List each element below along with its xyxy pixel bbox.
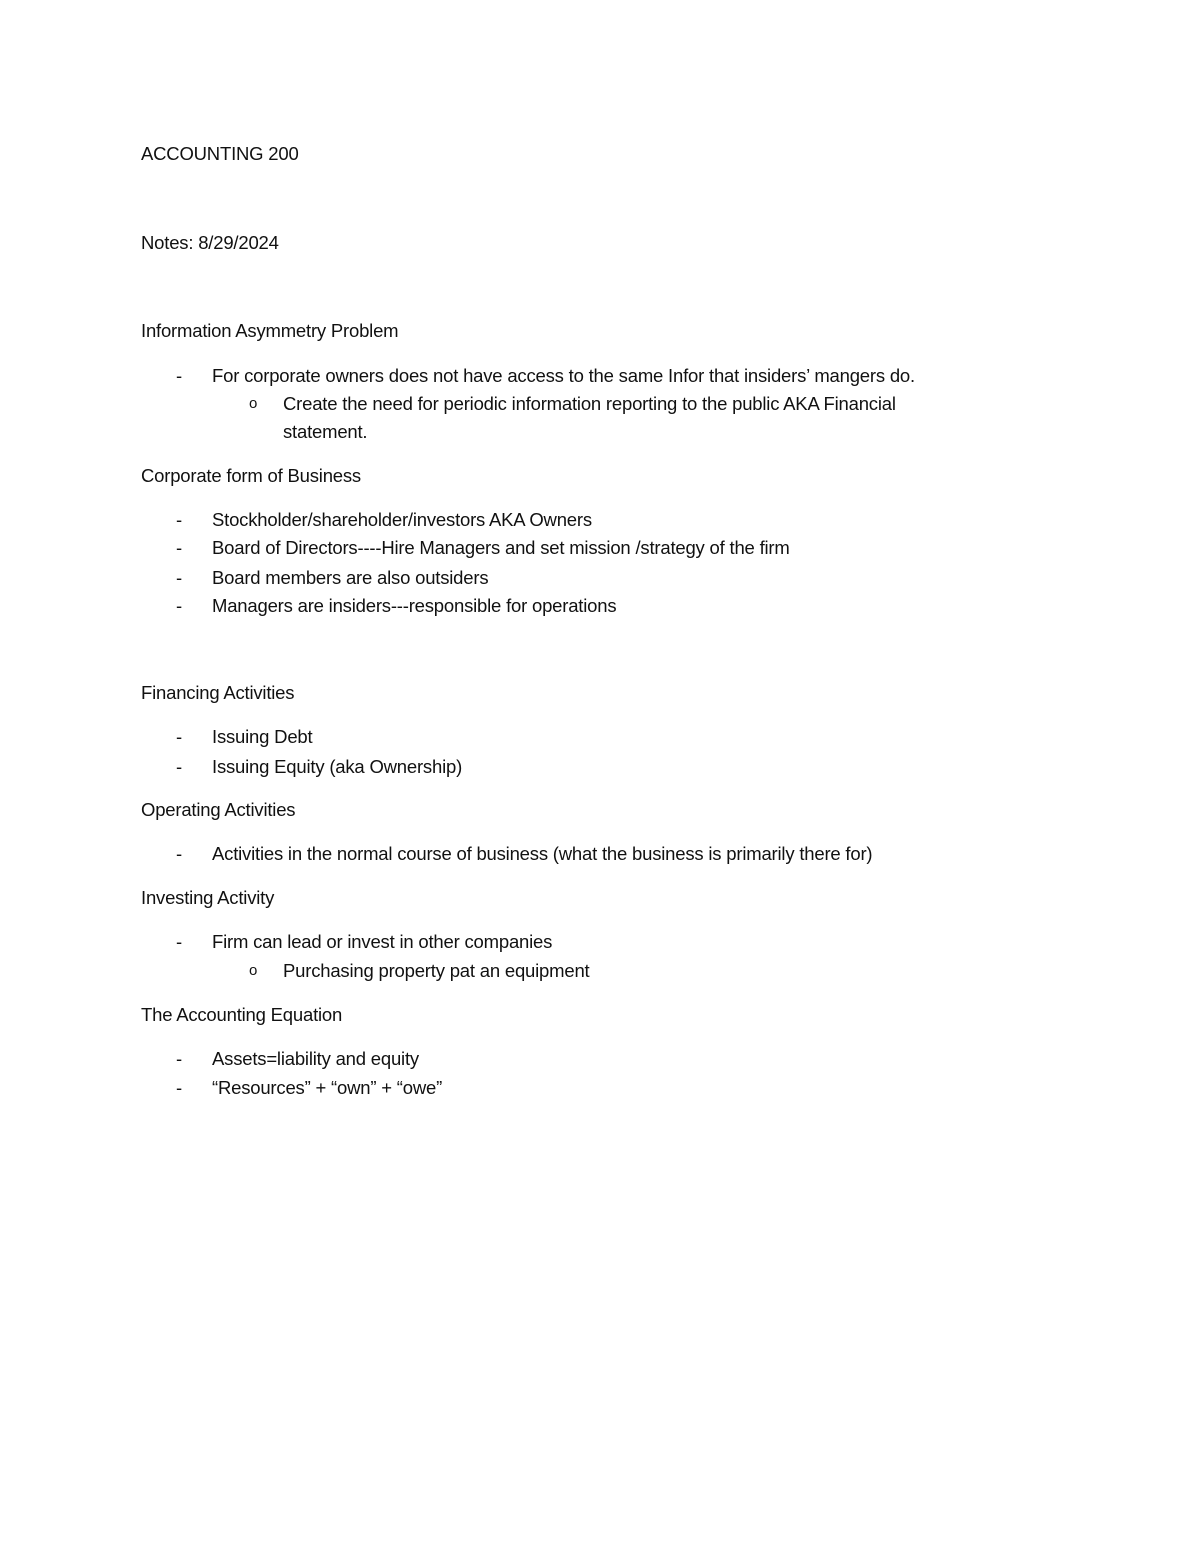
list-item: Stockholder/shareholder/investors AKA Owners [212,509,592,530]
document-title: ACCOUNTING 200 [141,143,299,164]
sub-list-item-continued: statement. [283,421,368,442]
list-item: Board of Directors----Hire Managers and set mission /strategy of the firm [212,537,790,558]
section-heading: Information Asymmetry Problem [141,320,399,341]
list-item: “Resources” + “own” + “owe” [212,1077,443,1098]
dash-bullet: - [176,843,182,864]
dash-bullet: - [176,1077,182,1098]
dash-bullet: - [176,567,182,588]
dash-bullet: - [176,1048,182,1069]
circle-bullet: o [249,395,258,412]
section-heading: The Accounting Equation [141,1004,343,1025]
sub-list-item: Create the need for periodic information reporting to the public AKA Financial [283,393,896,414]
dash-bullet: - [176,509,182,530]
dash-bullet: - [176,537,182,558]
list-item: Assets=liability and equity [212,1048,419,1069]
list-item: For corporate owners does not have access to the same Infor that insiders’ mangers do. [212,365,915,386]
dash-bullet: - [176,365,182,386]
dash-bullet: - [176,931,182,952]
section-heading: Investing Activity [141,887,275,908]
sub-list-item: Purchasing property pat an equipment [283,960,590,981]
list-item: Issuing Equity (aka Ownership) [212,756,463,777]
dash-bullet: - [176,756,182,777]
list-item: Board members are also outsiders [212,567,489,588]
dash-bullet: - [176,726,182,747]
section-heading: Financing Activities [141,682,295,703]
circle-bullet: o [249,962,258,979]
dash-bullet: - [176,595,182,616]
list-item: Managers are insiders---responsible for operations [212,595,617,616]
list-item: Issuing Debt [212,726,313,747]
notes-date: Notes: 8/29/2024 [141,232,279,253]
list-item: Activities in the normal course of business (what the business is primarily there for) [212,843,873,864]
section-heading: Operating Activities [141,799,296,820]
section-heading: Corporate form of Business [141,465,361,486]
list-item: Firm can lead or invest in other companies [212,931,553,952]
